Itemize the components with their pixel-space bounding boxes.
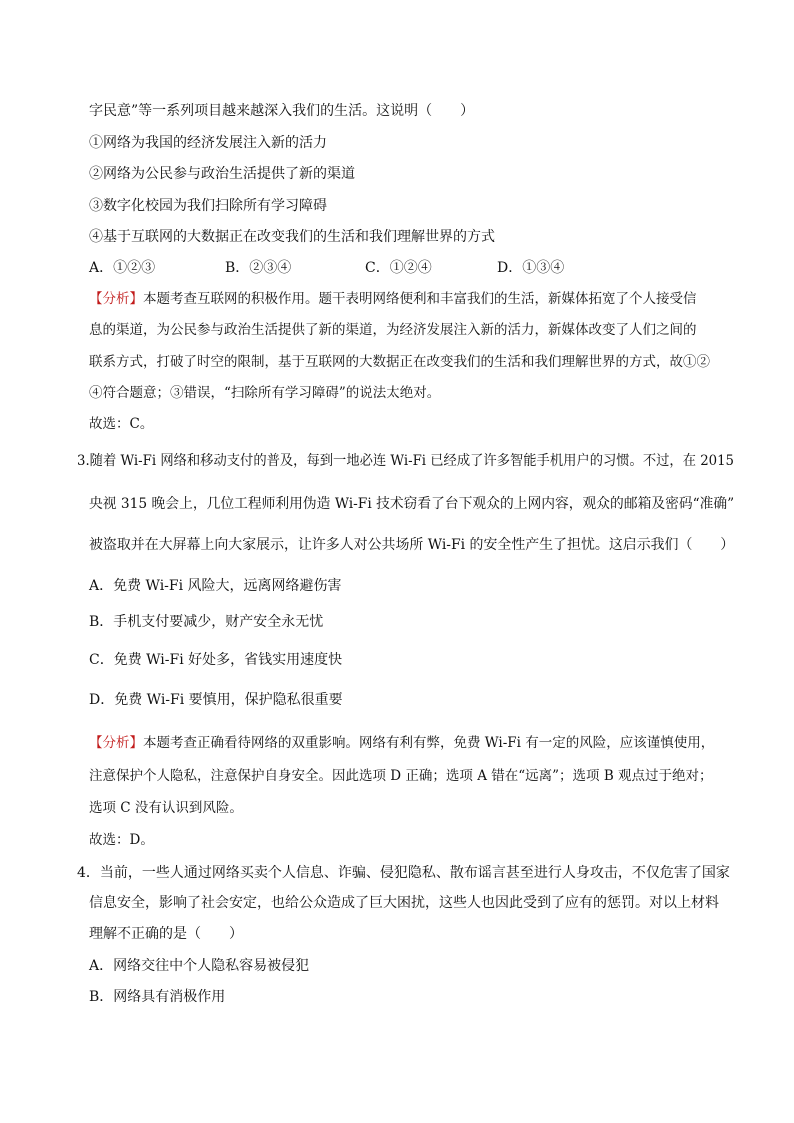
q3-answer: 故选：D。	[89, 832, 154, 848]
q3-analysis-line-1: 【分析】本题考查正确看待网络的双重影响。网络有利有弊，免费 Wi-Fi 有一定的风险，应该谨慎使用，	[89, 735, 715, 751]
q3-stem-line-3: 被盗取并在大屏幕上向大家展示，让许多人对公共场所 Wi-Fi 的安全性产生了担忧。这启示我们（ ）	[89, 537, 735, 553]
q3-option-b: B．手机支付要减少，财产安全永无忧	[89, 614, 324, 630]
q3-analysis-tag: 【分析】	[89, 735, 143, 751]
q3-analysis-line-2: 注意保护个人隐私，注意保护自身安全。因此选项 D 正确；选项 A 错在“远离”；选项 B 观点过于绝对；	[89, 768, 713, 784]
q3-stem-line-1: 3.随着 Wi-Fi 网络和移动支付的普及，每到一地必连 Wi-Fi 已经成了许多智能手机用户的习惯。不过，在 2015	[77, 453, 735, 469]
q3-option-a: A．免费 Wi-Fi 风险大，远离网络避伤害	[89, 578, 342, 594]
q2-analysis-line-4: ④符合题意；③错误，“扫除所有学习障碍”的说法太绝对。	[89, 385, 441, 401]
q3-option-d: D．免费 Wi-Fi 要慎用，保护隐私很重要	[89, 692, 343, 708]
q2-analysis-line-3: 联系方式，打破了时空的限制，基于互联网的大数据正在改变我们的生活和我们理解世界的方式，故①②	[89, 354, 710, 370]
q2-analysis-line-2: 息的渠道，为公民参与政治生活提供了新的渠道，为经济发展注入新的活力，新媒体改变了人们之间的	[89, 322, 697, 338]
q2-item-2: ②网络为公民参与政治生活提供了新的渠道	[89, 166, 355, 182]
q2-analysis-line-1: 【分析】本题考查互联网的积极作用。题干表明网络便利和丰富我们的生活，新媒体拓宽了个人接受信	[89, 291, 697, 307]
q3-stem-line-2: 央视 315 晚会上，几位工程师利用伪造 Wi-Fi 技术窃看了台下观众的上网内容，观众的邮箱及密码“准确”	[89, 496, 735, 512]
q3-option-c: C．免费 Wi-Fi 好处多，省钱实用速度快	[89, 652, 343, 668]
q4-stem-line-3: 理解不正确的是（ ）	[89, 926, 243, 942]
q2-item-1: ①网络为我国的经济发展注入新的活力	[89, 135, 327, 151]
q2-analysis-tag: 【分析】	[89, 291, 143, 307]
q4-stem-line-1: 4．当前，一些人通过网络买卖个人信息、诈骗、侵犯隐私、散布谣言甚至进行人身攻击，不仅危害了国家	[77, 865, 730, 881]
q4-option-b: B．网络具有消极作用	[89, 989, 226, 1005]
q2-stem-tail: 字民意”等一系列项目越来越深入我们的生活。这说明（ ）	[89, 103, 475, 119]
q2-item-3: ③数字化校园为我们扫除所有学习障碍	[89, 198, 327, 214]
q2-option-c: C．①②④	[365, 260, 432, 276]
q3-analysis-line-3: 选项 C 没有认识到风险。	[89, 800, 243, 816]
q2-answer: 故选：C。	[89, 416, 154, 432]
q2-option-d: D．①③④	[497, 260, 565, 276]
q4-stem-line-2: 信息安全，影响了社会安定，也给公众造成了巨大困扰，这些人也因此受到了应有的惩罚。对以上材料	[89, 895, 719, 911]
q2-options	[89, 258, 709, 278]
q2-option-b: B．②③④	[225, 260, 292, 276]
q2-option-a: A．①②③	[89, 260, 156, 276]
q4-option-a: A．网络交往中个人隐私容易被侵犯	[89, 958, 310, 974]
q2-item-4: ④基于互联网的大数据正在改变我们的生活和我们理解世界的方式	[89, 229, 495, 245]
